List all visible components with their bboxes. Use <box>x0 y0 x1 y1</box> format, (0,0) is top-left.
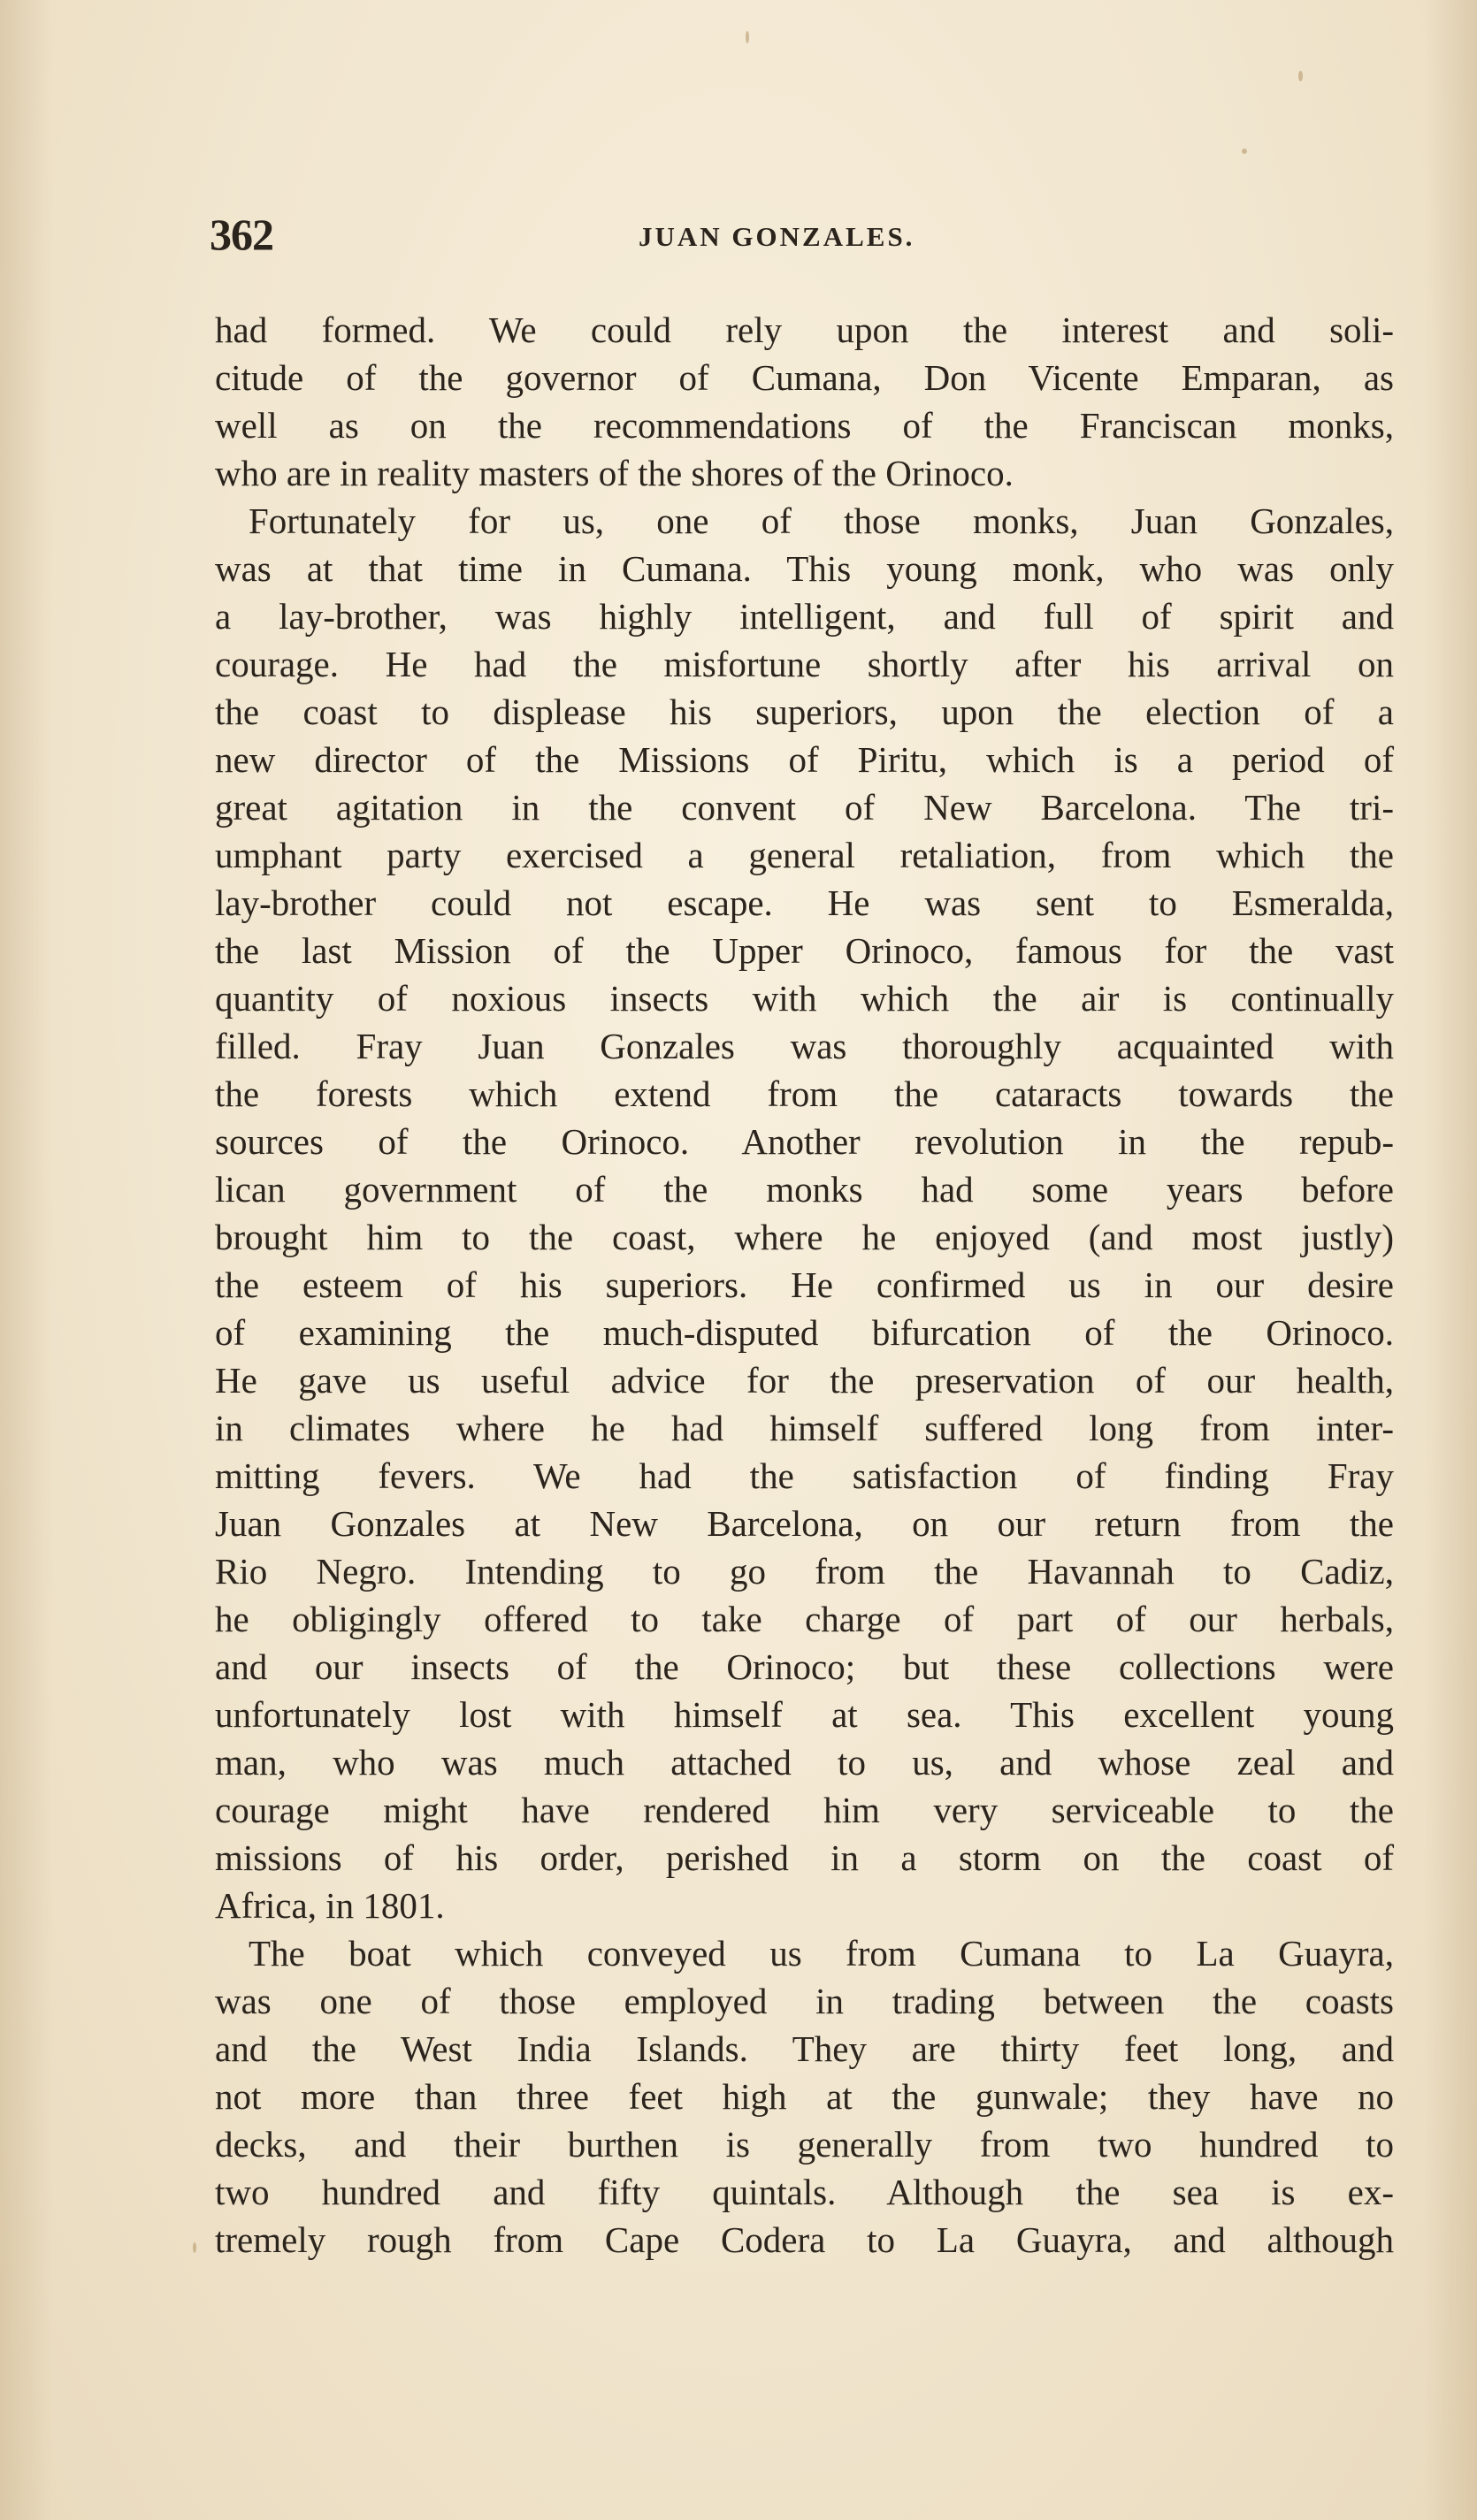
text-line: the last Mission of the Upper Orinoco, famous for the vast <box>215 930 1394 971</box>
running-title: JUAN GONZALES. <box>639 221 915 252</box>
text-line: a lay-brother, was highly intelligent, and full of spirit and <box>215 596 1394 637</box>
text-line: quantity of noxious insects with which the air is continually <box>215 978 1394 1019</box>
text-line: filled. Fray Juan Gonzales was thoroughly acquainted with <box>215 1026 1394 1066</box>
text-line: sources of the Orinoco. Another revolution in the repub- <box>215 1121 1394 1162</box>
text-line: the esteem of his superiors. He confirmed us in our desire <box>215 1264 1394 1305</box>
text-line: was one of those employed in trading between the coasts <box>215 1981 1394 2021</box>
text-line: and our insects of the Orinoco; but these collections were <box>215 1646 1394 1687</box>
text-line: umphant party exercised a general retaliation, from which the <box>215 835 1394 875</box>
text-line: and the West India Islands. They are thirty feet long, and <box>215 2028 1394 2069</box>
text-line: who are in reality masters of the shores of the Orinoco. <box>215 453 1014 493</box>
paper-speck <box>193 2242 196 2253</box>
text-line: Rio Negro. Intending to go from the Havannah to Cadiz, <box>215 1551 1394 1592</box>
text-line: courage. He had the misfortune shortly after his arrival on <box>215 644 1394 684</box>
text-line: courage might have rendered him very serviceable to the <box>215 1790 1394 1830</box>
text-line: unfortunately lost with himself at sea. This excellent young <box>215 1694 1394 1735</box>
paragraph <box>215 1929 1394 2264</box>
text-line: he obligingly offered to take charge of part of our herbals, <box>215 1599 1394 1639</box>
text-line: Africa, in 1801. <box>215 1885 445 1926</box>
paragraph <box>215 306 1394 497</box>
text-line: citude of the governor of Cumana, Don Vicente Emparan, as <box>215 357 1394 398</box>
text-line: Fortunately for us, one of those monks, Juan Gonzales, <box>249 500 1394 541</box>
text-line: mitting fevers. We had the satisfaction of finding Fray <box>215 1455 1394 1496</box>
text-line: of examining the much-disputed bifurcation of the Orinoco. <box>215 1312 1394 1353</box>
paper-speck <box>1298 71 1303 81</box>
text-line: tremely rough from Cape Codera to La Guayra, and although <box>215 2219 1394 2260</box>
text-line: two hundred and fifty quintals. Although the sea is ex- <box>215 2172 1394 2212</box>
page-number: 362 <box>210 210 273 259</box>
text-line: lican government of the monks had some years before <box>215 1169 1394 1210</box>
text-line: had formed. We could rely upon the interest and soli- <box>215 309 1394 350</box>
page-edge-shadow-left <box>0 0 53 2520</box>
text-line: not more than three feet high at the gunwale; they have no <box>215 2076 1394 2117</box>
text-line: well as on the recommendations of the Franciscan monks, <box>215 405 1394 446</box>
text-line: lay-brother could not escape. He was sent to Esmeralda, <box>215 882 1394 923</box>
running-header <box>210 210 1394 258</box>
text-line: the forests which extend from the cataracts towards the <box>215 1073 1394 1114</box>
text-line: new director of the Missions of Piritu, which is a period of <box>215 739 1394 780</box>
text-line: brought him to the coast, where he enjoyed (and most justly) <box>215 1217 1394 1257</box>
text-line: He gave us useful advice for the preservation of our health, <box>215 1360 1394 1401</box>
body-text <box>215 306 1394 2264</box>
text-line: The boat which conveyed us from Cumana to La Guayra, <box>249 1933 1394 1974</box>
paper-speck <box>746 31 749 43</box>
text-line: the coast to displease his superiors, upon the election of a <box>215 691 1394 732</box>
text-line: Juan Gonzales at New Barcelona, on our return from the <box>215 1503 1394 1544</box>
text-line: was at that time in Cumana. This young monk, who was only <box>215 548 1394 589</box>
paper-speck <box>1242 149 1247 154</box>
text-line: decks, and their burthen is generally from two hundred to <box>215 2124 1394 2165</box>
text-line: man, who was much attached to us, and whose zeal and <box>215 1742 1394 1783</box>
text-line: missions of his order, perished in a storm on the coast of <box>215 1837 1394 1878</box>
text-line: in climates where he had himself suffered long from inter- <box>215 1408 1394 1448</box>
page-edge-shadow-right <box>1424 0 1477 2520</box>
text-line: great agitation in the convent of New Barcelona. The tri- <box>215 787 1394 828</box>
paragraph <box>215 497 1394 1929</box>
